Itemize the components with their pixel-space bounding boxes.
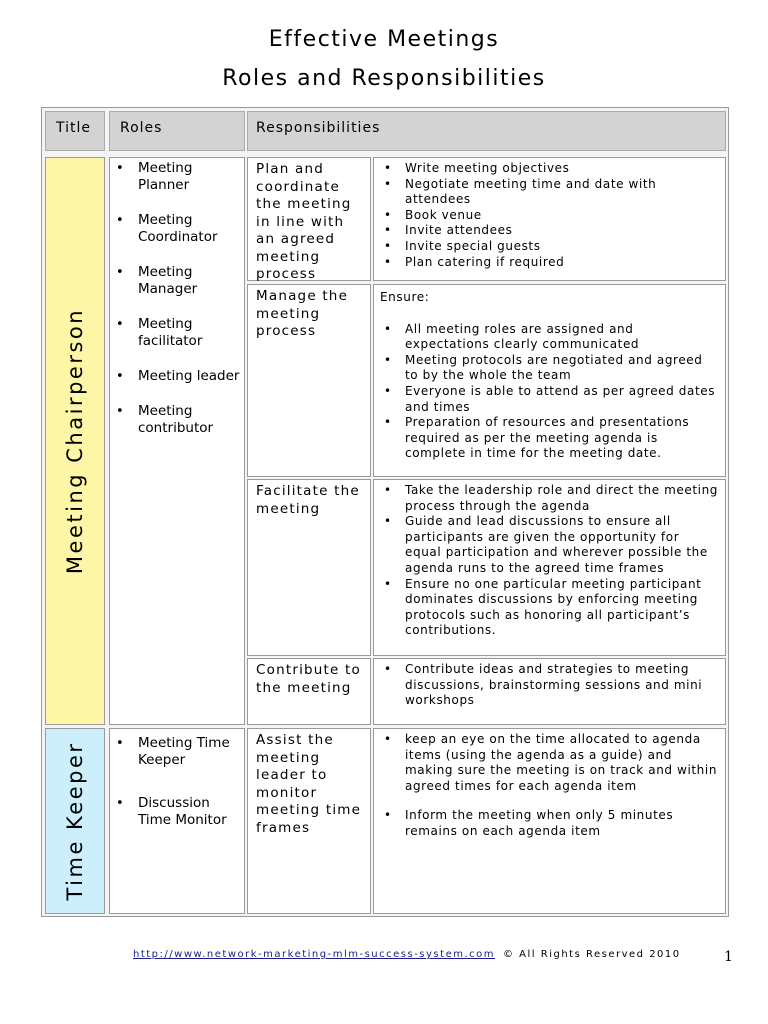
section-title-chairperson: [45, 157, 105, 725]
header-title: Title: [45, 111, 105, 151]
responsibility-item: • Write meeting objectives: [380, 161, 719, 177]
responsibility-item: • Invite attendees: [380, 223, 719, 239]
role-item: • Meeting Time Keeper: [110, 735, 244, 769]
responsibility-item: • Guide and lead discussions to ensure all participants are given the opportunity for equal participation and wherever possible the agenda runs to the agreed time frames: [380, 514, 719, 576]
responsibility-cell: [373, 728, 726, 914]
section-title-timekeeper: [45, 728, 105, 914]
responsibility-list: [380, 161, 719, 270]
page-number: 1: [724, 949, 733, 965]
responsibility-cell: [373, 479, 726, 656]
responsibility-list: [380, 483, 719, 639]
responsibility-item: • Inform the meeting when only 5 minutes remains on each agenda item: [380, 808, 719, 839]
task-cell: Assist the meeting leader to monitor meeting time frames: [247, 728, 371, 914]
header-roles: Roles: [109, 111, 245, 151]
section-title-chairperson-label: Meeting Chairperson: [63, 307, 87, 575]
task-cell: Plan and coordinate the meeting in line with an agreed meeting process: [247, 157, 371, 281]
role-item: • Meeting contributor: [110, 403, 244, 437]
document-title: Effective Meetings: [268, 27, 500, 52]
responsibility-item: • keep an eye on the time allocated to agenda items (using the agenda as a guide) and making sure the meeting is on track and within agreed times for each agenda item: [380, 732, 719, 794]
responsibility-list: [380, 732, 719, 840]
responsibility-cell: [373, 658, 726, 725]
responsibility-intro: Ensure:: [380, 290, 430, 304]
roles-list-timekeeper: [110, 735, 244, 829]
roles-list-chairperson: [110, 160, 244, 437]
responsibility-item: • Invite special guests: [380, 239, 719, 255]
task-cell: Contribute to the meeting: [247, 658, 371, 725]
responsibility-cell: [373, 284, 726, 477]
roles-cell-chairperson: [109, 157, 245, 725]
document-subtitle: Roles and Responsibilities: [222, 66, 546, 91]
role-item: • Meeting leader: [110, 368, 244, 385]
responsibility-item: • Take the leadership role and direct the meeting process through the agenda: [380, 483, 719, 514]
footer-link[interactable]: http://www.network-marketing-mlm-success-system.com: [133, 949, 495, 960]
section-title-timekeeper-label: Time Keeper: [63, 741, 87, 901]
responsibility-list: [380, 322, 719, 462]
responsibility-list: [380, 662, 719, 709]
role-item: • Meeting Planner: [110, 160, 244, 194]
role-item: • Meeting facilitator: [110, 316, 244, 350]
task-cell: Manage the meeting process: [247, 284, 371, 477]
roles-cell-timekeeper: [109, 728, 245, 914]
header-responsibilities: Responsibilities: [247, 111, 726, 151]
responsibility-item: • Preparation of resources and presentations required as per the meeting agenda is complete in time for the meeting date.: [380, 415, 719, 462]
responsibility-item: • Negotiate meeting time and date with attendees: [380, 177, 719, 208]
task-cell: Facilitate the meeting: [247, 479, 371, 656]
footer: [133, 949, 681, 960]
responsibility-item: • Contribute ideas and strategies to meeting discussions, brainstorming sessions and mini workshops: [380, 662, 719, 709]
role-item: • Discussion Time Monitor: [110, 795, 244, 829]
copyright-text: © All Rights Reserved 2010: [503, 949, 681, 960]
responsibility-item: • All meeting roles are assigned and expectations clearly communicated: [380, 322, 719, 353]
responsibility-cell: [373, 157, 726, 281]
roles-table: [41, 107, 729, 917]
responsibility-item: • Book venue: [380, 208, 719, 224]
responsibility-item: • Everyone is able to attend as per agreed dates and times: [380, 384, 719, 415]
responsibility-item: • Meeting protocols are negotiated and agreed to by the whole the team: [380, 353, 719, 384]
responsibility-item: • Ensure no one particular meeting participant dominates discussions by enforcing meeting protocols such as honoring all participant’s contributions.: [380, 577, 719, 639]
role-item: • Meeting Coordinator: [110, 212, 244, 246]
role-item: • Meeting Manager: [110, 264, 244, 298]
responsibility-item: • Plan catering if required: [380, 255, 719, 271]
